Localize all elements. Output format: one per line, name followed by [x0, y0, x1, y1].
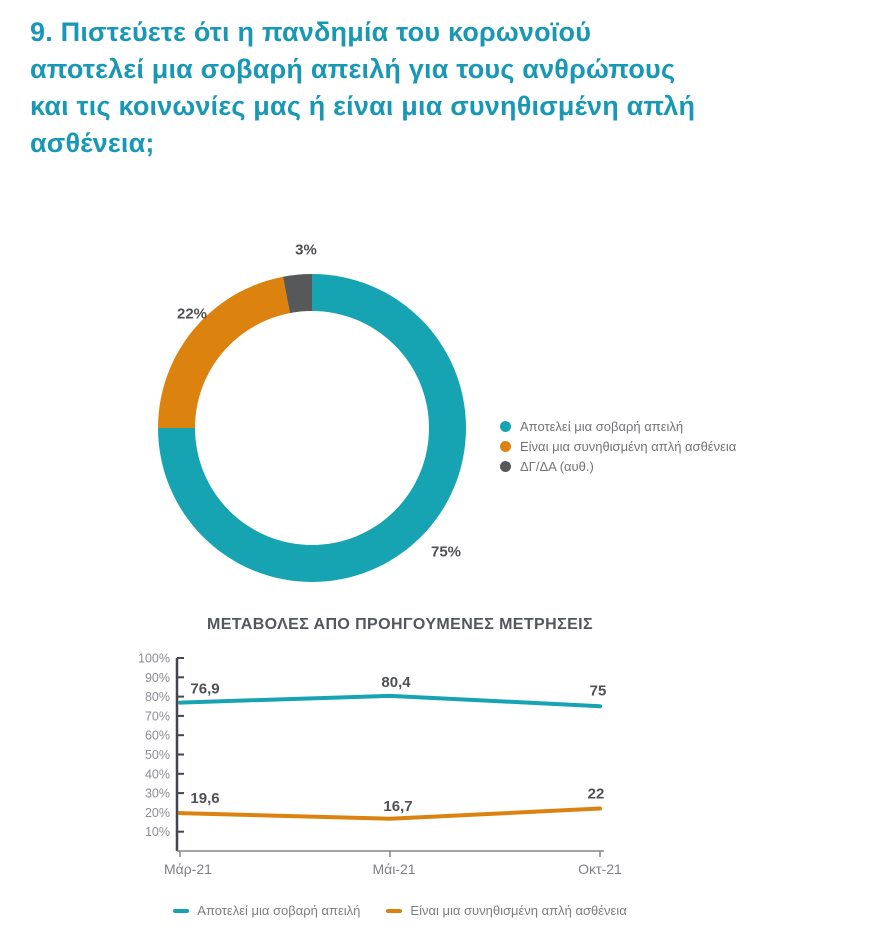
y-tick-label: 50% [144, 748, 170, 762]
line-legend-label: Είναι μια συνηθισμένη απλή ασθένεια [410, 903, 627, 918]
question-title [30, 14, 750, 162]
y-tick-label: 90% [144, 670, 170, 685]
y-tick-label: 70% [144, 709, 170, 724]
line-chart [130, 645, 670, 895]
line-legend-item [386, 903, 626, 918]
donut-legend-item [500, 439, 736, 454]
donut-slice-label-ordinary-illness: 22% [176, 305, 208, 323]
x-tick-label: Μάρ-21 [164, 861, 212, 877]
line-legend-label: Αποτελεί μια σοβαρή απειλή [197, 903, 361, 918]
donut-legend-item [500, 459, 736, 474]
y-tick-label: 80% [144, 690, 170, 705]
legend-dot-icon [500, 441, 511, 452]
question-title-line: αποτελεί μια σοβαρή απειλή για τους ανθρώπους [30, 54, 676, 84]
y-tick-label: 100% [138, 651, 170, 666]
legend-dot-icon [500, 461, 511, 472]
donut-legend-label: Είναι μια συνηθισμένη απλή ασθένεια [520, 439, 737, 454]
donut-slice-label-serious-threat: 75% [430, 543, 462, 561]
point-label-1-0: 19,6 [190, 790, 220, 808]
line-legend-item [173, 903, 360, 918]
point-label-0-2: 75 [589, 682, 607, 700]
legend-dash-icon [386, 909, 402, 913]
question-title-line: 9. Πιστεύετε ότι η πανδημία του κορωνοϊού [30, 17, 592, 47]
point-label-1-1: 16,7 [383, 797, 413, 815]
y-tick-label: 10% [144, 825, 170, 840]
point-label-1-2: 22 [587, 785, 605, 803]
donut-legend-item [500, 419, 736, 434]
donut-legend-label: ΔΓ/ΔΑ (αυθ.) [520, 459, 594, 474]
donut-legend-label: Αποτελεί μια σοβαρή απειλή [520, 419, 684, 434]
line-chart-legend [130, 903, 670, 918]
series-line-0 [180, 696, 600, 706]
question-title-line: ασθένεια; [30, 128, 155, 158]
question-title-line: και τις κοινωνίες μας ή είναι μια συνηθισμένη απλή [30, 91, 696, 121]
point-label-0-1: 80,4 [381, 673, 411, 691]
donut-hole [195, 311, 429, 545]
y-tick-label: 20% [144, 805, 170, 820]
legend-dot-icon [500, 421, 511, 432]
donut-slice-label-dk-na: 3% [295, 241, 317, 259]
y-tick-label: 60% [144, 728, 170, 743]
y-tick-label: 40% [144, 767, 170, 782]
y-tick-label: 30% [144, 786, 170, 801]
x-tick-label: Οκτ-21 [578, 861, 622, 877]
donut-legend [500, 419, 736, 474]
line-chart-title: ΜΕΤΑΒΟΛΕΣ ΑΠΟ ΠΡΟΗΓΟΥΜΕΝΕΣ ΜΕΤΡΗΣΕΙΣ [206, 616, 594, 633]
legend-dash-icon [173, 909, 189, 913]
point-label-0-0: 76,9 [190, 680, 220, 698]
x-tick-label: Μάι-21 [372, 861, 416, 877]
